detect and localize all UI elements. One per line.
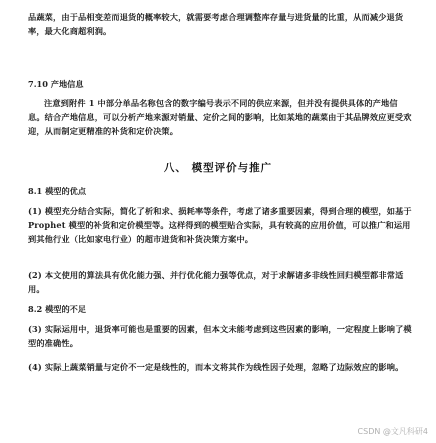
heading-7-10-origin-info: 7.10 产地信息 xyxy=(28,79,84,89)
paragraph-origin-info: 注意到附件 1 中部分单品名称包含的数字编号表示不同的供应来源，但并没有提供具体的产地信息。结合产地信息，可以分析产地来源对销量、定价之间的影响，比如某地的蔬菜由于其品牌效应更受欢迎，从而制定更精准的补货和定价决策。 xyxy=(28,98,412,136)
list-item-advantage-1: (1) 模型充分结合实际，简化了析和求、损耗率等条件，考虑了诸多重要因素，得到合理的模型，如基于 Prophet 模型的补货和定价模型等。这样得到的模型贴合实际，具有较高的应用价值，可以推广和运用到其他行业（比如家电行业）的超市进货和补货决策方案中。 xyxy=(28,206,415,244)
list-item-advantage-2: (2) 本文使用的算法具有优化能力强、并行优化能力强等优点，对于求解诸多非线性回归模型都非常适用。 xyxy=(28,270,404,294)
csdn-watermark: CSDN @文凡科研4 xyxy=(357,427,428,436)
list-item-shortcoming-3: (3) 实际运用中，退货率可能也是重要的因素，但本文未能考虑到这些因素的影响，一定程度上影响了模型的准确性。 xyxy=(28,324,412,348)
chapter-8-title: 八、 模型评价与推广 xyxy=(163,162,273,174)
heading-8-1-advantages: 8.1 模型的优点 xyxy=(28,186,87,196)
heading-8-2-shortcomings: 8.2 模型的不足 xyxy=(28,304,87,314)
list-item-shortcoming-4: (4) 实际上蔬菜销量与定价不一定是线性的，而本文将其作为线性因子处理，忽略了边际效应的影响。 xyxy=(28,362,404,372)
paragraph-storage-ratio: 品蔬菜，由于品相变差而退货的概率较大，就需要考虑合理调整库存量与进货量的比重，从而减少退货率，最大化商超利润。 xyxy=(28,12,404,36)
